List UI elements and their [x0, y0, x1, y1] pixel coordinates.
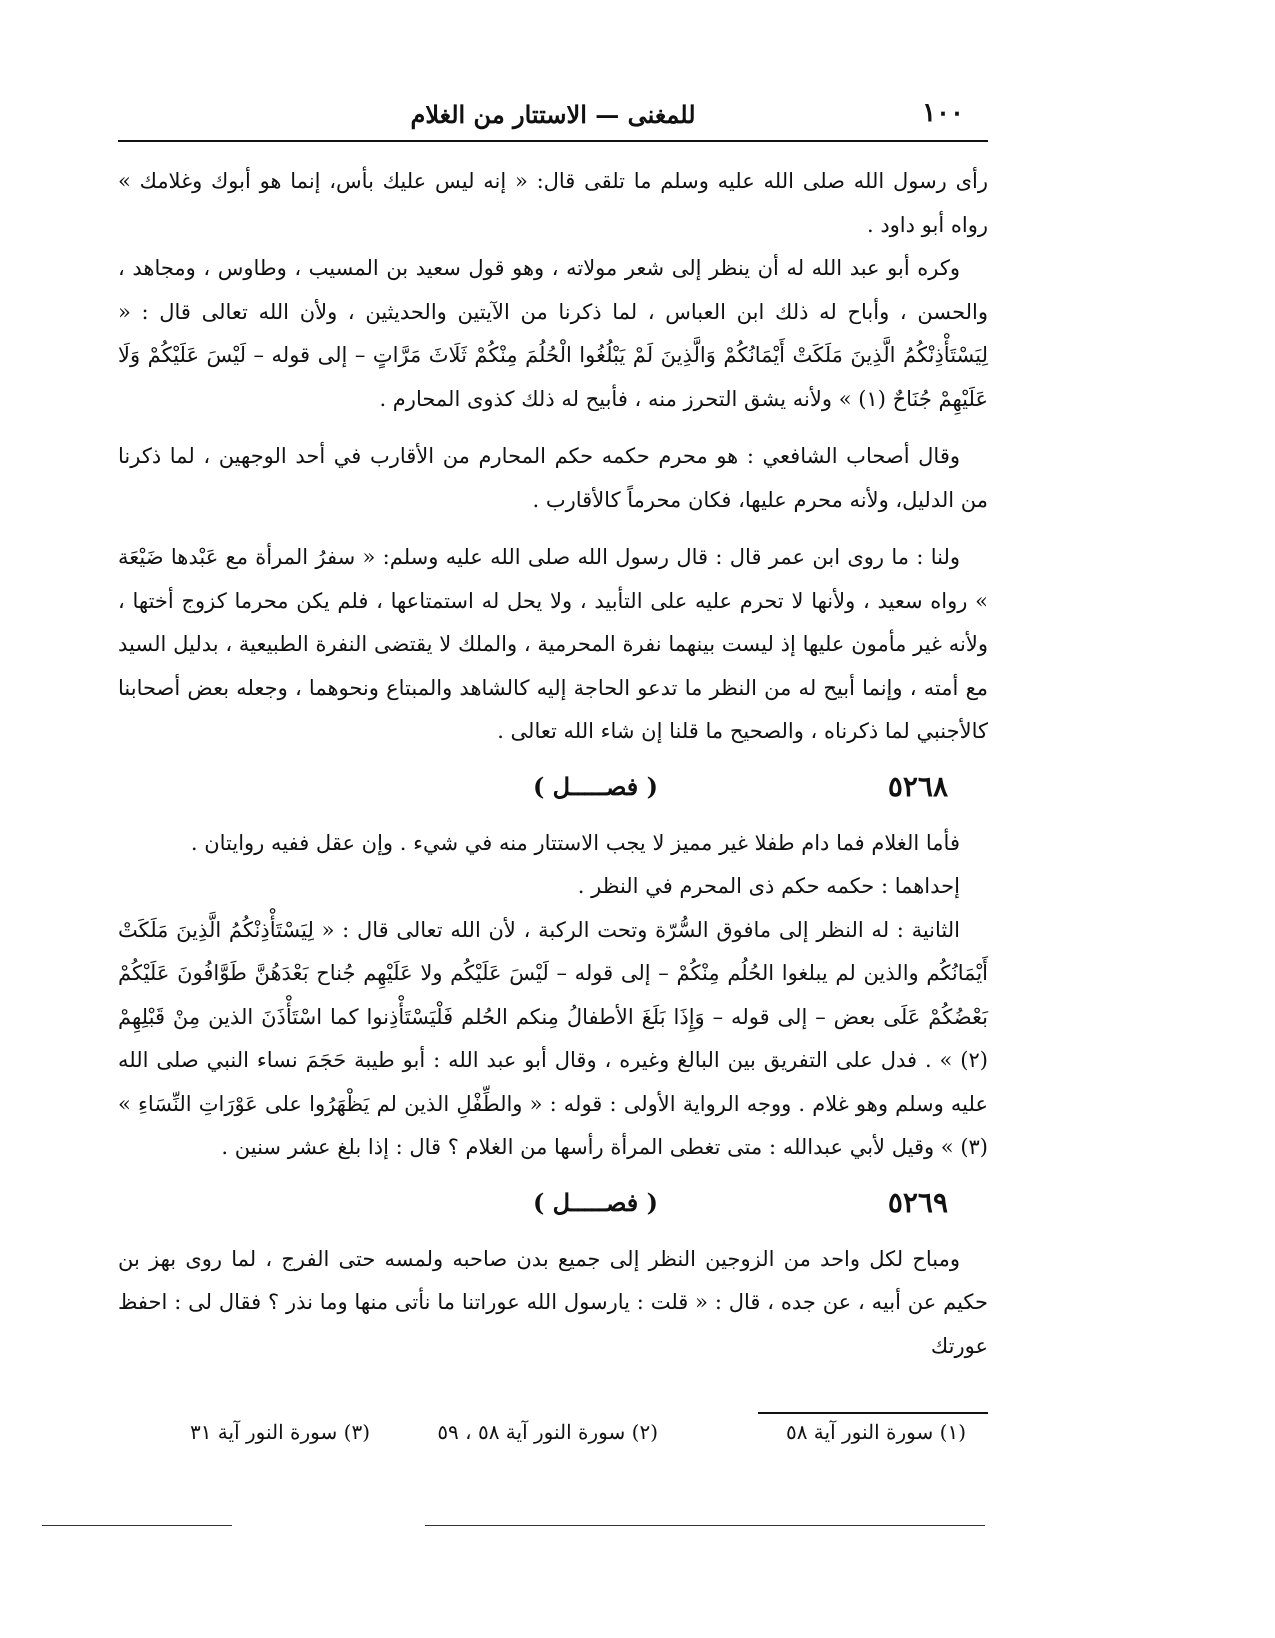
- footnotes: [118, 1420, 988, 1460]
- footnote-rule: [758, 1412, 988, 1414]
- section-number: ٥٢٦٩: [887, 1185, 948, 1219]
- section-title: ( فصـــــل ): [532, 771, 658, 801]
- page-body: [118, 160, 988, 1368]
- section-5268-paragraph-2: إحداهما : حكمه حكم ذى المحرم في النظر .: [577, 874, 960, 898]
- section-5268-paragraph-1: فأما الغلام فما دام طفلا غير مميز لا يجب الاستتار منه في شيء . وإن عقل ففيه روايتان .: [190, 830, 960, 855]
- section-heading-5269: [118, 1184, 988, 1234]
- scan-edge-line: [425, 1525, 985, 1526]
- paragraph-4: ولنا : ما روى ابن عمر قال : قال رسول الله صلى الله عليه وسلم: « سفرُ المرأة مع عَبْدها ضَيْعَة » رواه سعيد ، ولأنها لا تحرم عليه على التأبيد ، ولا يحل له استمتاعها ، فلم يكن محرما كزوج أختها ، ولأنه غير مأمون عليها إذ ليست بينهما نفرة المحرمية ، والملك لا يقتضى النفرة الطبيعية ، بدليل السيد مع أمته ، وإنما أبيح له من النظر ما تدعو الحاجة إليه كالشاهد والمبتاع ونحوهما ، وجعله بعض أصحابنا كالأجنبي لما ذكرناه ، والصحيح ما قلنا إن شاء الله تعالى .: [118, 545, 988, 743]
- header-rule: [118, 140, 988, 142]
- footnote-3: (٣) سورة النور آية ٣١: [189, 1420, 370, 1444]
- paragraph-2: وكره أبو عبد الله له أن ينظر إلى شعر مولاته ، وهو قول سعيد بن المسيب ، وطاوس ، ومجاهد ، والحسن ، وأباح له ذلك ابن العباس ، لما ذكرنا من الآيتين والحديثين ، ولأن الله تعالى قال : « لِيَسْتَأْذِنْكُمُ الَّذِينَ مَلَكَتْ أَيْمَانُكُمْ وَالَّذِينَ لَمْ يَبْلُغُوا الْحُلُمَ مِنْكُمْ ثَلَاثَ مَرَّاتٍ – إلى قوله – لَيْسَ عَلَيْكُمْ وَلَا عَلَيْهِمْ جُنَاحٌ (١) » ولأنه يشق التحرز منه ، فأبيح له ذلك كذوى المحارم .: [118, 256, 988, 411]
- paragraph-3: وقال أصحاب الشافعي : هو محرم حكمه حكم المحارم من الأقارب في أحد الوجهين ، لما ذكرنا من الدليل، ولأنه محرم عليها، فكان محرماً كالأقارب .: [118, 444, 988, 512]
- paragraph-gap: [118, 522, 988, 536]
- section-title: ( فصـــــل ): [532, 1187, 658, 1217]
- footnote-1: (١) سورة النور آية ٥٨: [785, 1420, 966, 1444]
- paragraph-gap: [118, 421, 988, 435]
- scan-edge-line: [42, 1525, 232, 1526]
- page-header: [118, 92, 988, 140]
- section-5269-paragraph-1: ومباح لكل واحد من الزوجين النظر إلى جميع بدن صاحبه ولمسه حتى الفرج ، لما روى بهز بن حكيم عن أبيه ، عن جده ، قال : « قلت : يارسول الله عوراتنا ما نأتى منها وما نذر ؟ فقال لى : احفظ عورتك: [118, 1246, 988, 1358]
- section-number: ٥٢٦٨: [887, 769, 948, 803]
- section-heading-5268: [118, 768, 988, 818]
- page-number: ١٠٠: [922, 98, 964, 128]
- paragraph-1: رأى رسول الله صلى الله عليه وسلم ما تلقى قال: « إنه ليس عليك بأس، إنما هو أبوك وغلامك » رواه أبو داود .: [118, 169, 988, 237]
- section-5268-paragraph-3: الثانية : له النظر إلى مافوق السُّرّة وتحت الركبة ، لأن الله تعالى قال : « لِيَسْتَأْذِنْكُمُ الَّذِينَ مَلَكَتْ أَيْمَانُكُم والذين لم يبلغوا الحُلُم مِنْكُمْ – إلى قوله – لَيْسَ عَلَيْكُم ولا عَلَيْهِم جُناح بَعْدَهُنَّ طَوَّافُونَ عَلَيْكُمْ بَعْضُكُمْ عَلَى بعض – إلى قوله – وَإِذَا بَلَغَ الأطفالُ مِنكم الحُلم فَلْيَسْتَأْذِنوا كما اسْتَأْذَنَ الذين مِنْ قَبْلِهِمْ (٢) » . فدل على التفريق بين البالغ وغيره ، وقال أبو عبد الله : أبو طيبة حَجَمَ نساء النبي صلى الله عليه وسلم وهو غلام . ووجه الرواية الأولى : قوله : « والطِّفْلِ الذين لم يَظْهَرُوا على عَوْرَاتِ النِّسَاءِ » (٣) » وقيل لأبي عبدالله : متى تغطى المرأة رأسها من الغلام ؟ قال : إذا بلغ عشر سنين .: [118, 917, 988, 1159]
- running-title: للمغنى — الاستتار من الغلام: [410, 100, 696, 129]
- footnote-2: (٢) سورة النور آية ٥٨ ، ٥٩: [437, 1420, 658, 1444]
